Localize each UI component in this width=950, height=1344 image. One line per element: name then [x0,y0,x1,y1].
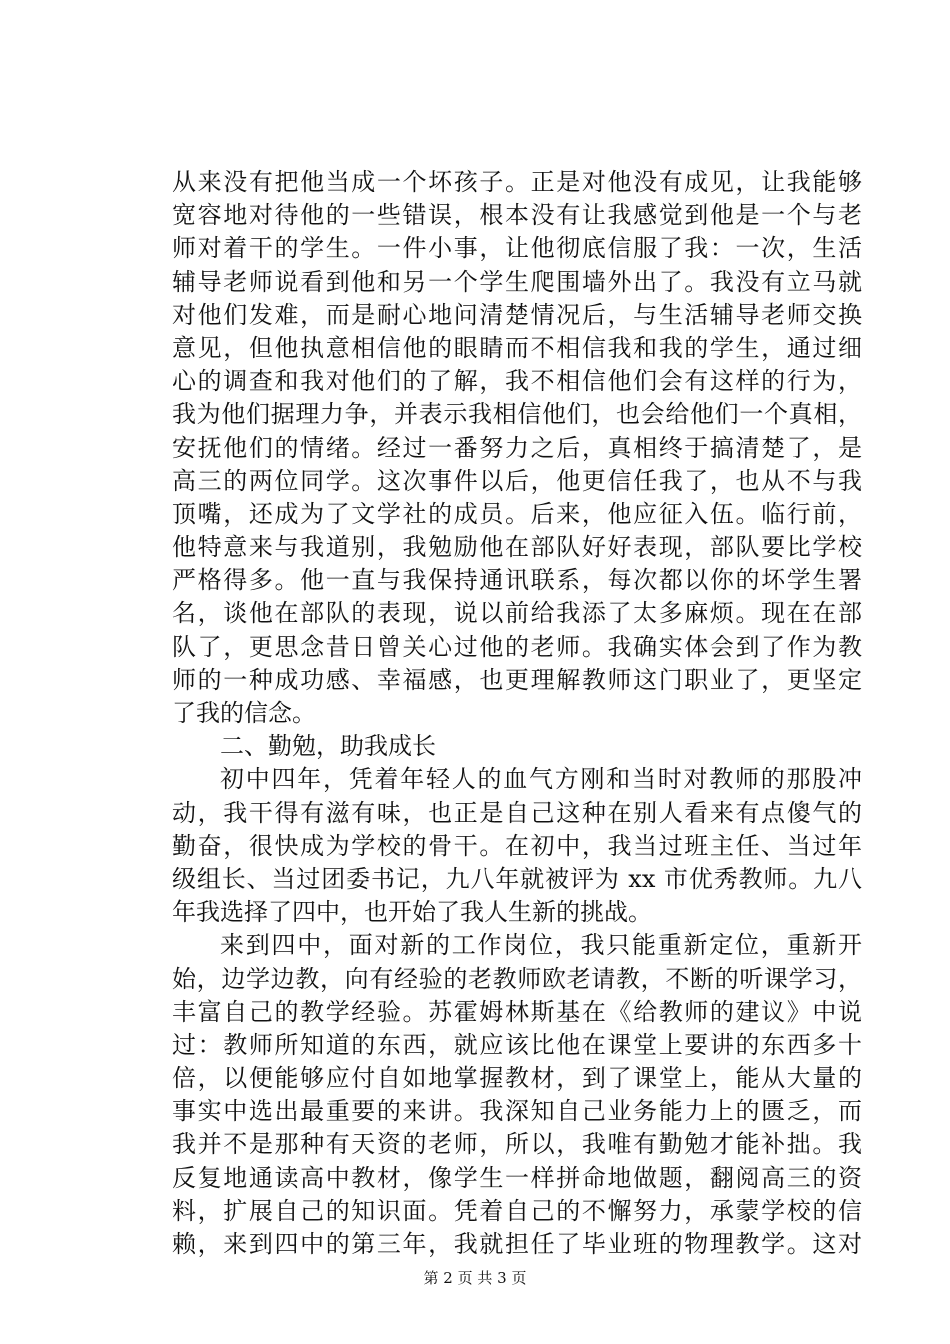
body-line: 勤奋，很快成为学校的骨干。在初中，我当过班主任、当过年 [172,831,862,860]
body-line: 高三的两位同学。这次事件以后，他更信任我了，也从不与我 [172,466,862,495]
body-line: 辅导老师说看到他和另一个学生爬围墙外出了。我没有立马就 [172,267,862,296]
body-line: 意见，但他执意相信他的眼睛而不相信我和我的学生，通过细 [172,333,862,362]
page-footer [0,1268,950,1288]
body-line: 过：教师所知道的东西，就应该比他在课堂上要讲的东西多十 [172,1030,862,1059]
document-body [172,166,862,1261]
body-line: 顶嘴，还成为了文学社的成员。后来，他应征入伍。临行前， [172,499,862,528]
body-line: 从来没有把他当成一个坏孩子。正是对他没有成见，让我能够 [172,168,862,196]
body-line: 级组长、当过团委书记，九八年就被评为 xx 市优秀教师。九八 [172,864,862,893]
body-line: 反复地通读高中教材，像学生一样拼命地做题，翻阅高三的资 [172,1163,862,1192]
body-line: 年我选择了四中，也开始了我人生新的挑战。 [172,898,652,927]
body-line: 师的一种成功感、幸福感，也更理解教师这门职业了，更坚定 [172,665,862,694]
body-line: 赖，来到四中的第三年，我就担任了毕业班的物理教学。这对 [172,1230,862,1258]
body-line: 我为他们据理力争，并表示我相信他们，也会给他们一个真相， [172,400,862,429]
body-line: 严格得多。他一直与我保持通讯联系，每次都以你的坏学生署 [172,566,862,595]
body-line: 我并不是那种有天资的老师，所以，我唯有勤勉才能补拙。我 [172,1130,862,1159]
body-line: 事实中选出最重要的来讲。我深知自己业务能力上的匮乏，而 [172,1097,862,1126]
body-line: 动，我干得有滋有味，也正是自己这种在别人看来有点傻气的 [172,798,862,827]
body-line: 倍，以便能够应付自如地掌握教材，到了课堂上，能从大量的 [172,1064,862,1093]
body-line: 宽容地对待他的一些错误，根本没有让我感觉到他是一个与老 [172,201,862,230]
body-line: 了我的信念。 [172,699,316,727]
body-line: 心的调查和我对他们的了解，我不相信他们会有这样的行为， [172,367,862,396]
section-heading: 二、勤勉，助我成长 [220,732,436,761]
body-line: 队了，更思念昔日曾关心过他的老师。我确实体会到了作为教 [172,632,862,661]
body-line: 安抚他们的情绪。经过一番努力之后，真相终于搞清楚了，是 [172,433,862,462]
body-line: 料，扩展自己的知识面。凭着自己的不懈努力，承蒙学校的信 [172,1196,862,1225]
body-line: 师对着干的学生。一件小事，让他彻底信服了我：一次，生活 [172,234,862,263]
body-line: 名，谈他在部队的表现，说以前给我添了太多麻烦。现在在部 [172,599,862,628]
body-line: 始，边学边教，向有经验的老教师欧老请教，不断的听课学习， [172,964,862,993]
body-line: 对他们发难，而是耐心地问清楚情况后，与生活辅导老师交换 [172,300,862,329]
page-number-label: 第 2 页 共 3 页 [423,1269,527,1287]
body-line: 初中四年，凭着年轻人的血气方刚和当时对教师的那股冲 [220,765,862,794]
body-line: 来到四中，面对新的工作岗位，我只能重新定位，重新开 [220,931,862,960]
body-line: 丰富自己的教学经验。苏霍姆林斯基在《给教师的建议》中说 [172,997,862,1026]
body-line: 他特意来与我道别，我勉励他在部队好好表现，部队要比学校 [172,533,862,562]
